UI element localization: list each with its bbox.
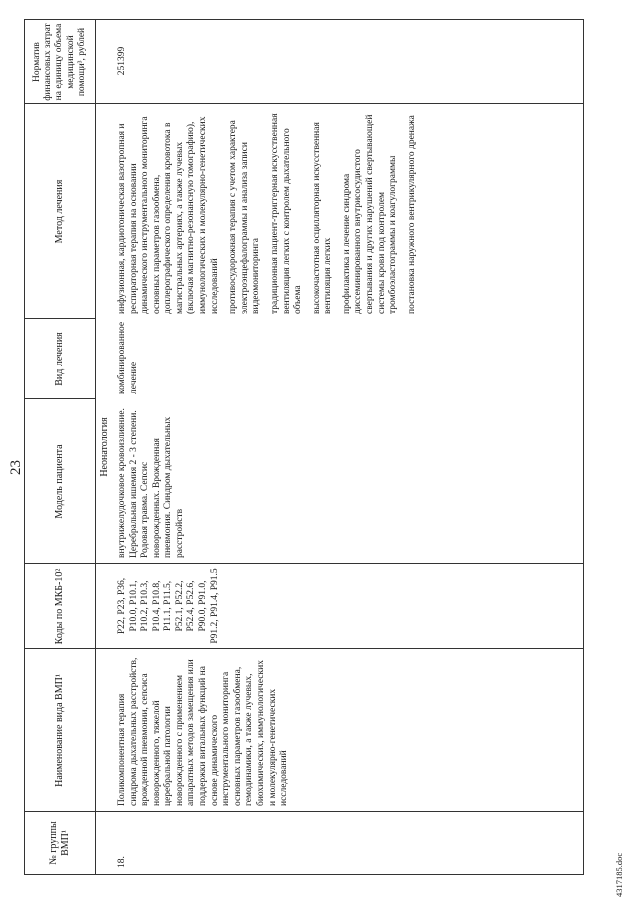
header-vmp-name: Наименование вида ВМП¹ <box>54 674 65 787</box>
page-number: 23 <box>8 460 24 475</box>
cell-treatment-method <box>117 106 425 316</box>
header-icd-codes: Коды по МКБ-10² <box>54 568 65 645</box>
method-item: противосудорожная терапия с учетом характера электроэнцефалограммы и анализа записи видеомониторинга <box>228 120 262 314</box>
method-item: инфузионная, кардиотоническая вазотропная и респираторная терапия на основании динамического инструментального мониторинга основных параметров газообмена, доплерографического определения кровотока в магистральных артериях, а также лучевых (включая магнитно-резонансную томографию), иммунологических и молекулярно-генетических исследований <box>117 116 220 314</box>
header-treatment-type: Вид лечения <box>54 332 65 386</box>
section-title: Неонатология <box>99 417 110 477</box>
cell-icd-codes: P22, P23, P36, P10.0, P10.1, P10.2, P10.3, P10.4, P10.8, P11.1, P11.5, P52.1, P52.2, P52.4, P52.6, P90.0, P91.0, P91.2, P91.4, P91.5 <box>117 568 220 644</box>
document-id: 4317185.doc <box>614 852 624 897</box>
cell-cost-norm: 251399 <box>117 46 127 76</box>
header-patient-model: Модель пациента <box>54 444 65 519</box>
cell-group-no: 18. <box>117 856 127 868</box>
cell-treatment-type: комбинированное лечение <box>117 321 139 394</box>
method-item: традиционная пациент-триггерная искусственная вентиляция легких с контролем дыхательного объема <box>269 113 304 314</box>
method-item: профилактика и лечение синдрома диссеминированного внутрисосудистого свертывания и других нарушений свертывающей системы крови под контролем тромбоэластограммы и коагулограммы <box>341 114 399 314</box>
cell-patient-model: внутрижелудочковое кровоизлияние. Церебральная ишемия 2 - 3 степени. Родовая травма. Сепсис новорожденных. Врожденная пневмония. Синдром дыхательных расстройств <box>117 408 185 558</box>
cell-vmp-name: Поликомпонентная терапия синдрома дыхательных расстройств, врожденной пневмонии, сепсиса новорожденного, тяжелой церебральной патологии новорожденного с применением аппаратных методов замещения или поддержки витальных функций на основе динамического инструментального мониторинга основных параметров газообмена, гемодинамики, а также лучевых, биохимических, иммунологических и молекулярно-генетических исследований <box>117 657 290 806</box>
header-divider <box>95 20 96 874</box>
header-treatment-method: Метод лечения <box>54 179 65 244</box>
vmp-table <box>24 19 584 875</box>
method-item: постановка наружного вентрикулярного дренажа <box>406 115 417 314</box>
header-group-no: № группы ВМП¹ <box>48 821 71 865</box>
header-cost-norm: Норматив финансовых затрат на единицу объема медицинской помощи³, рублей <box>31 23 88 101</box>
method-item: высокочастотная осцилляторная искусственная вентиляция легких <box>311 122 334 314</box>
